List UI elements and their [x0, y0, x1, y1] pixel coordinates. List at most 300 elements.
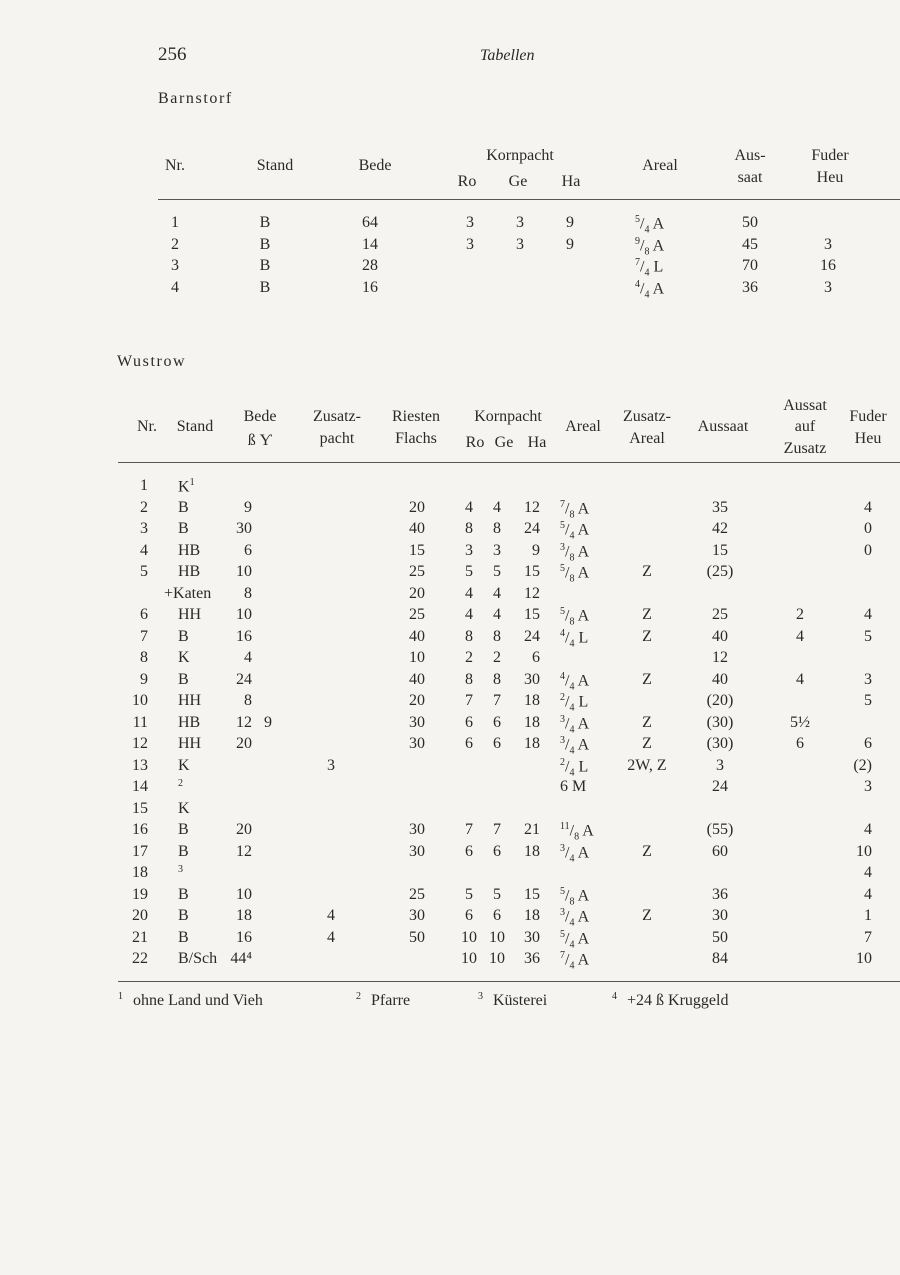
cell-areal: $^3/_4$ A — [560, 735, 590, 757]
cell-bede-ss: 9 — [244, 498, 252, 516]
cell-aussaat: 12 — [712, 649, 728, 666]
cell-aussaat: 50 — [712, 928, 728, 946]
cell-stand-text: B — [178, 907, 189, 924]
cell-nr: 15 — [132, 799, 148, 817]
cell-ro: 6 — [465, 735, 473, 752]
col-header-riesten-2: Flachs — [395, 430, 437, 447]
col-header-aussaat: Aus- — [734, 147, 766, 164]
areal-denominator: 8 — [569, 509, 575, 521]
col-header-zusatzareal: Zusatz- — [623, 408, 671, 425]
cell-bede-ss: 44⁴ — [230, 950, 252, 967]
cell-zusatzpacht: 4 — [327, 907, 335, 924]
cell-aussaat-zusatz: 2 — [796, 606, 804, 623]
cell-stand — [178, 864, 183, 883]
cell-stand-text: K — [178, 478, 190, 496]
cell-zusatzareal: Z — [642, 627, 652, 645]
areal-numerator: 2 — [560, 756, 565, 768]
cell-ro: 6 — [465, 713, 473, 731]
areal-unit: A — [574, 843, 590, 861]
areal-denominator: 4 — [569, 917, 575, 929]
cell-ro: 4 — [465, 498, 473, 516]
cell-ge: 8 — [493, 627, 501, 645]
cell-stand-text: HB — [178, 713, 201, 731]
cell-ha: 18 — [524, 692, 540, 709]
areal-numerator: 3 — [560, 541, 565, 553]
cell-stand — [178, 757, 190, 775]
cell-aussaat: 84 — [712, 950, 728, 967]
cell-ha: 30 — [524, 928, 540, 946]
cell-stand-text: +Katen — [164, 584, 212, 602]
barnstorf-title: Barnstorf — [158, 90, 233, 107]
col-header-riesten: Riesten — [392, 408, 440, 425]
cell-areal: $^3/_4$ A — [560, 842, 590, 865]
col-header-fuder-2: Heu — [854, 430, 882, 447]
cell-bede-ss: 10 — [236, 606, 252, 623]
cell-stand — [178, 735, 201, 753]
cell-riesten: 20 — [409, 498, 425, 516]
areal-numerator: 5 — [560, 885, 565, 897]
cell-ro: 7 — [465, 692, 473, 709]
cell-riesten: 30 — [409, 907, 425, 924]
cell-ro: 5 — [465, 885, 473, 903]
cell-stand: B — [259, 279, 271, 297]
cell-riesten: 25 — [409, 606, 425, 623]
cell-zusatzareal: Z — [642, 735, 652, 752]
cell-stand — [178, 692, 201, 710]
areal-denominator: 4 — [569, 724, 575, 736]
cell-areal: $^7/_4$ A — [560, 950, 590, 972]
cell-areal: $^3/_8$ A — [560, 541, 590, 564]
areal-denominator: 4 — [569, 638, 575, 650]
cell-nr: 1 — [171, 214, 179, 231]
barnstorf-header-rule — [158, 199, 900, 200]
col-header-stand: Stand — [176, 418, 214, 435]
cell-stand — [178, 800, 190, 818]
cell-ro: 10 — [461, 928, 477, 946]
areal-unit: A — [649, 215, 665, 233]
col-header-bede-units: ß Ƴ — [247, 432, 273, 449]
cell-aussaat: 70 — [742, 257, 758, 275]
cell-stand — [178, 671, 189, 689]
areal-unit: A — [574, 886, 590, 904]
col-header-fuder: Fuder — [811, 147, 849, 164]
footnote-text: ohne Land und Vieh — [129, 992, 263, 1010]
cell-fuder: 4 — [864, 821, 872, 838]
cell-ge: 5 — [493, 885, 501, 903]
cell-fuder: 3 — [864, 670, 872, 688]
areal-numerator: 5 — [635, 214, 640, 225]
col-header-ro: Ro — [465, 434, 485, 451]
footnote-2 — [356, 991, 410, 1010]
cell-aussaat-zusatz: 5½ — [790, 713, 810, 731]
cell-ha: 12 — [524, 498, 540, 516]
wustrow-bottom-rule — [118, 981, 900, 982]
areal-numerator: 9 — [635, 235, 640, 247]
cell-stand — [178, 649, 190, 667]
cell-bede: 28 — [362, 257, 378, 275]
cell-fuder: 10 — [856, 950, 872, 967]
cell-zusatzareal: Z — [642, 907, 652, 924]
cell-fuder: 4 — [864, 864, 872, 881]
cell-aussaat: 40 — [712, 670, 728, 688]
cell-fuder: 5 — [864, 627, 872, 645]
col-header-kornpacht: Kornpacht — [474, 408, 542, 425]
cell-riesten: 15 — [409, 541, 425, 559]
areal-unit: A — [649, 237, 665, 255]
cell-ha: 15 — [524, 563, 540, 580]
cell-ha: 36 — [524, 950, 540, 967]
cell-fuder: 6 — [864, 735, 872, 752]
areal-unit: A — [574, 542, 590, 560]
cell-areal: $^5/_4$ A — [635, 214, 665, 236]
cell-bede-ss: 20 — [236, 735, 252, 752]
cell-ge: 6 — [493, 907, 501, 924]
cell-stand-text: HH — [178, 606, 202, 623]
col-header-ha: Ha — [527, 434, 547, 451]
cell-ha: 18 — [524, 842, 540, 860]
cell-riesten: 25 — [409, 885, 425, 903]
cell-ge: 4 — [493, 498, 501, 516]
cell-ge: 6 — [493, 842, 501, 860]
cell-bede-ss: 30 — [236, 520, 252, 537]
cell-ha: 15 — [524, 885, 540, 903]
areal-unit: A — [579, 822, 594, 840]
cell-riesten: 30 — [409, 842, 425, 860]
col-header-aussaat: Aussaat — [697, 418, 749, 435]
col-header-ge: Ge — [494, 434, 514, 451]
cell-bede-ss: 8 — [244, 692, 252, 709]
cell-nr: 3 — [171, 257, 179, 275]
cell-ge: 8 — [493, 520, 501, 537]
cell-ro: 7 — [465, 821, 473, 838]
footnote-mark: 3 — [478, 991, 483, 1002]
cell-areal: $^4/_4$ L — [560, 627, 589, 650]
cell-bede-ss: 10 — [236, 885, 252, 903]
cell-zusatzareal: Z — [642, 606, 652, 623]
cell-areal: $^4/_4$ A — [635, 279, 665, 301]
cell-zusatzpacht: 4 — [327, 928, 335, 946]
cell-fuder: 7 — [864, 928, 872, 946]
cell-aussaat: (30) — [706, 713, 734, 731]
areal-denominator: 4 — [569, 767, 575, 779]
cell-ge: 7 — [493, 692, 501, 709]
cell-bede-ss: 12 — [236, 713, 252, 731]
cell-fuder: 0 — [864, 520, 872, 537]
cell-fuder: 4 — [864, 498, 872, 516]
cell-areal: $^9/_8$ A — [635, 235, 665, 258]
cell-areal: $^5/_8$ A — [560, 885, 590, 908]
cell-bede-ss: 6 — [244, 541, 252, 559]
cell-ha: 9 — [532, 541, 540, 559]
areal-unit: A — [574, 714, 590, 732]
cell-nr: 2 — [171, 235, 179, 253]
cell-stand-text: HH — [178, 735, 202, 752]
areal-denominator: 4 — [569, 853, 575, 865]
cell-areal: $^3/_4$ A — [560, 713, 590, 736]
footnote-mark: 4 — [612, 991, 617, 1002]
areal-unit: L — [574, 757, 589, 775]
cell-ro: 3 — [466, 235, 474, 253]
areal-unit: L — [574, 693, 589, 711]
col-header-nr: Nr. — [137, 418, 157, 435]
col-header-fuder: Fuder — [849, 408, 887, 425]
cell-stand-text: B — [178, 821, 189, 838]
cell-riesten: 20 — [409, 692, 425, 709]
cell-fuder: 0 — [864, 541, 872, 559]
cell-areal — [560, 778, 586, 796]
cell-bede-ss: 16 — [236, 627, 252, 645]
areal-unit: A — [574, 908, 590, 926]
areal-unit: A — [574, 671, 590, 689]
areal-denominator: 4 — [569, 745, 575, 757]
cell-bede-pf: 9 — [264, 713, 272, 731]
cell-ro: 8 — [465, 520, 473, 537]
cell-ha: 21 — [524, 821, 540, 838]
col-header-areal: Areal — [565, 418, 601, 435]
areal-numerator: 4 — [560, 670, 565, 682]
cell-ro: 8 — [465, 670, 473, 688]
cell-stand — [178, 520, 189, 538]
cell-stand-text: K — [178, 756, 190, 774]
cell-bede-ss: 18 — [236, 907, 252, 924]
areal-unit: A — [574, 607, 590, 625]
cell-nr: 2 — [140, 498, 148, 516]
cell-stand — [178, 843, 189, 861]
cell-stand-text: B — [178, 627, 189, 645]
cell-aussaat-zusatz: 4 — [796, 670, 804, 688]
cell-nr: 12 — [132, 735, 148, 752]
areal-numerator: 3 — [560, 713, 565, 725]
cell-riesten: 10 — [409, 649, 425, 666]
areal-unit: A — [574, 736, 590, 754]
areal-unit: A — [574, 564, 590, 582]
cell-aussaat: 15 — [712, 541, 728, 559]
cell-aussaat: 24 — [712, 778, 728, 795]
areal-denominator: 4 — [569, 702, 575, 714]
footnote-mark: 1 — [118, 991, 123, 1002]
col-header-aussaat-zusatz-3: Zusatz — [783, 440, 827, 457]
cell-bede-ss: 20 — [236, 821, 252, 838]
cell-aussaat: 3 — [716, 756, 724, 774]
cell-stand-text: HB — [178, 563, 201, 580]
cell-stand-text: B — [178, 885, 189, 903]
areal-denominator: 4 — [644, 224, 650, 236]
cell-ro: 3 — [466, 214, 474, 231]
cell-riesten: 40 — [409, 670, 425, 688]
cell-bede-ss: 10 — [236, 563, 252, 580]
cell-stand: B — [259, 214, 271, 231]
footnote-text: Küsterei — [489, 992, 548, 1010]
cell-nr: 8 — [140, 649, 148, 666]
cell-ge: 5 — [493, 563, 501, 580]
cell-nr: 9 — [140, 670, 148, 688]
col-header-bede: Bede — [358, 157, 392, 174]
cell-nr: 7 — [140, 627, 148, 645]
cell-nr: 3 — [140, 520, 148, 537]
cell-stand — [178, 907, 189, 925]
cell-aussaat: 25 — [712, 606, 728, 623]
cell-aussaat: 30 — [712, 907, 728, 924]
cell-riesten: 50 — [409, 928, 425, 946]
cell-nr: 13 — [132, 756, 148, 774]
cell-stand: B — [259, 235, 271, 253]
col-header-areal: Areal — [642, 157, 678, 174]
cell-nr: 4 — [140, 541, 148, 559]
cell-nr: 16 — [132, 821, 148, 838]
areal-denominator: 8 — [574, 831, 580, 843]
cell-ge: 2 — [493, 649, 501, 666]
cell-areal: $^3/_4$ A — [560, 907, 590, 929]
cell-riesten: 30 — [409, 821, 425, 838]
areal-denominator: 4 — [569, 681, 575, 693]
wustrow-title: Wustrow — [117, 353, 187, 370]
areal-numerator: 5 — [560, 606, 565, 617]
cell-bede: 14 — [362, 235, 378, 253]
cell-areal: $^5/_8$ A — [560, 563, 590, 585]
cell-zusatzareal: Z — [642, 713, 652, 731]
cell-stand — [178, 563, 200, 581]
cell-areal: $^5/_8$ A — [560, 606, 590, 628]
cell-stand-text: K — [178, 799, 190, 817]
cell-areal: $^5/_4$ A — [560, 928, 590, 951]
cell-ro: 8 — [465, 627, 473, 645]
cell-areal: $^2/_4$ L — [560, 692, 589, 714]
cell-aussaat: 42 — [712, 520, 728, 537]
cell-zusatzareal: Z — [642, 670, 652, 688]
cell-nr: 17 — [132, 842, 148, 860]
cell-aussaat-zusatz: 6 — [796, 735, 804, 752]
cell-fuder: 4 — [864, 885, 872, 903]
areal-unit: 6 M — [560, 778, 587, 795]
cell-nr: 22 — [132, 950, 148, 967]
col-header-zusatzareal-2: Areal — [629, 430, 665, 447]
cell-riesten: 30 — [409, 735, 425, 752]
col-header-nr: Nr. — [165, 157, 185, 174]
cell-stand-text: B — [178, 842, 189, 860]
cell-fuder: 1 — [864, 907, 872, 924]
cell-nr: 11 — [132, 713, 148, 731]
cell-stand — [164, 585, 211, 603]
cell-stand — [178, 821, 189, 839]
col-header-bede: Bede — [243, 408, 277, 425]
cell-ha: 15 — [524, 606, 540, 623]
cell-aussaat: (30) — [706, 735, 734, 752]
areal-unit: L — [649, 258, 664, 276]
cell-fuder: 3 — [864, 778, 872, 795]
cell-fuder: 10 — [856, 842, 872, 860]
cell-aussaat: 45 — [742, 235, 758, 253]
cell-ge: 4 — [493, 606, 501, 623]
cell-aussaat: 40 — [712, 627, 728, 645]
cell-ro: 10 — [461, 950, 477, 967]
areal-unit: A — [574, 499, 590, 517]
col-header-stand: Stand — [256, 157, 294, 174]
areal-denominator: 4 — [569, 530, 575, 542]
cell-ro: 3 — [465, 541, 473, 559]
cell-ge: 6 — [493, 735, 501, 752]
cell-stand — [178, 628, 189, 646]
cell-stand-text: K — [178, 649, 190, 666]
cell-stand — [178, 714, 200, 732]
cell-ha: 24 — [524, 627, 540, 645]
cell-ge: 10 — [489, 928, 505, 946]
col-header-ge: Ge — [508, 173, 528, 190]
areal-numerator: 4 — [560, 627, 565, 639]
cell-nr: 19 — [132, 885, 148, 903]
page-number: 256 — [158, 44, 187, 65]
areal-unit: A — [574, 951, 590, 969]
areal-denominator: 8 — [569, 616, 575, 628]
footnote-text: +24 ß Kruggeld — [623, 992, 729, 1010]
cell-nr: 6 — [140, 606, 148, 623]
cell-fuder: 4 — [864, 606, 872, 623]
cell-fuder: 3 — [824, 279, 832, 297]
cell-stand-text: B — [178, 520, 189, 537]
cell-stand-text: HB — [178, 541, 201, 559]
cell-aussaat: 36 — [712, 885, 728, 903]
areal-numerator: 5 — [560, 928, 565, 940]
cell-bede-ss: 8 — [244, 584, 252, 602]
areal-numerator: 3 — [560, 907, 565, 918]
cell-nr: 4 — [171, 279, 179, 297]
areal-denominator: 4 — [644, 289, 650, 301]
cell-nr: 18 — [132, 864, 148, 881]
cell-bede-ss: 16 — [236, 928, 252, 946]
cell-ha: 12 — [524, 584, 540, 602]
cell-aussaat: 35 — [712, 498, 728, 516]
footnote-1 — [118, 991, 263, 1010]
cell-ge: 4 — [493, 584, 501, 602]
cell-ro: 4 — [465, 606, 473, 623]
cell-nr: 14 — [132, 778, 148, 795]
areal-numerator: 3 — [560, 735, 565, 746]
areal-numerator: 7 — [560, 498, 565, 510]
cell-ha: 9 — [566, 235, 574, 253]
areal-numerator: 7 — [635, 257, 640, 269]
footnote-mark: 3 — [178, 864, 183, 875]
cell-ro: 2 — [465, 649, 473, 666]
areal-denominator: 4 — [569, 939, 575, 951]
cell-nr: 5 — [140, 563, 148, 580]
cell-stand-text: B — [178, 928, 189, 946]
areal-unit: L — [574, 628, 589, 646]
cell-nr: 1 — [140, 477, 148, 494]
cell-aussaat: (20) — [706, 692, 734, 709]
cell-fuder: 16 — [820, 257, 836, 275]
cell-ro: 5 — [465, 563, 473, 580]
cell-ha: 18 — [524, 907, 540, 924]
areal-unit: A — [649, 280, 665, 298]
cell-aussaat: 50 — [742, 214, 758, 231]
cell-aussaat: (55) — [706, 821, 734, 838]
cell-nr: 21 — [132, 928, 148, 946]
cell-stand — [178, 606, 201, 624]
cell-stand — [178, 929, 189, 947]
cell-areal: $^7/_4$ L — [635, 257, 664, 279]
cell-fuder: 3 — [824, 235, 832, 253]
cell-ha: 9 — [566, 214, 574, 231]
cell-stand-text: B — [178, 670, 189, 688]
footnote-3 — [478, 991, 547, 1010]
cell-aussaat: 60 — [712, 842, 728, 860]
cell-stand — [178, 778, 183, 797]
cell-nr: 10 — [132, 692, 148, 709]
cell-ge: 3 — [516, 235, 524, 253]
cell-bede-ss: 24 — [236, 670, 252, 688]
cell-zusatzareal: Z — [642, 563, 652, 580]
cell-areal: $^{11}/_8$ A — [560, 821, 594, 843]
col-header-zusatzpacht: Zusatz- — [313, 408, 361, 425]
